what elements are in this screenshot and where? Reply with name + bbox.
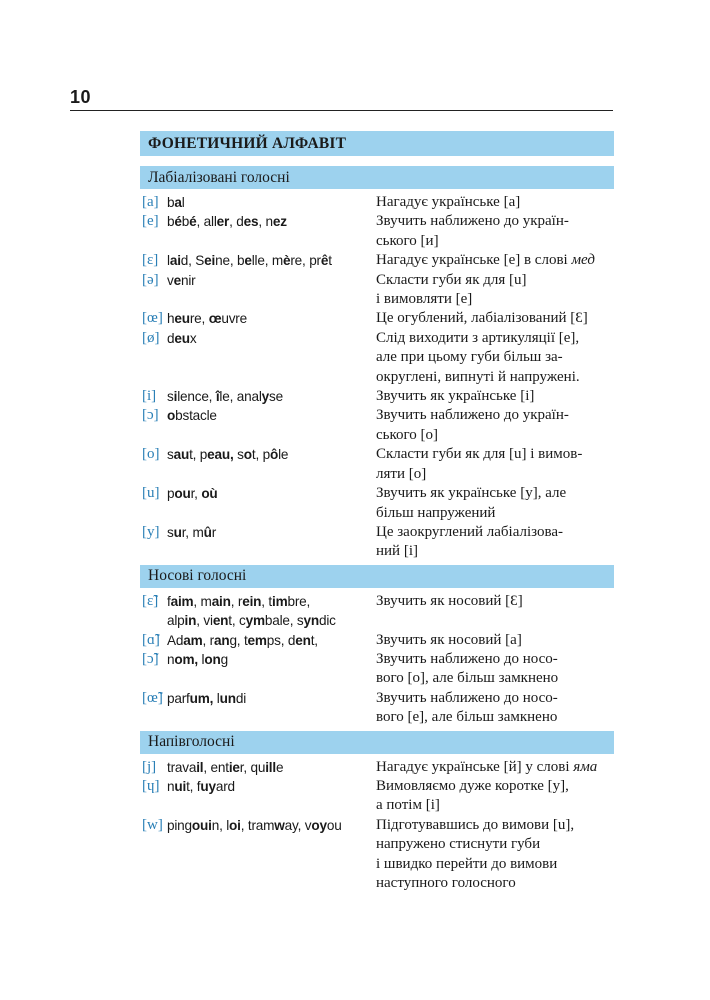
pronunciation-description: Звучить як українське [у], але більш напружений <box>376 485 567 521</box>
example-words: travail, entier, quille <box>167 759 284 775</box>
phonetic-symbol: [ɑ̃] <box>142 631 160 648</box>
example-words: venir <box>167 272 196 288</box>
pronunciation-description: Це заокруглений лабіалізова- ний [і] <box>376 523 564 560</box>
example-words: parfum, lundi <box>167 690 247 706</box>
pronunciation-description: Звучить наближено до україн- ського [о] <box>376 407 569 443</box>
section-rows <box>140 754 614 897</box>
phoneme-row <box>140 777 614 816</box>
pronunciation-description: Звучить як носовий [а] <box>376 631 522 648</box>
pronunciation-description: Звучить наближено до україн- ського [и] <box>376 213 569 249</box>
example-words: bal <box>167 195 185 210</box>
pronunciation-description: Звучить наближено до носо- вого [о], але більш замкнено <box>376 650 559 687</box>
phoneme-row <box>140 329 614 387</box>
phoneme-row <box>140 523 614 562</box>
phonetic-symbol: [j] <box>142 758 157 775</box>
phonetic-symbol: [w] <box>142 816 163 833</box>
phonetic-alphabet-table <box>140 131 614 896</box>
phoneme-row <box>140 445 614 484</box>
phoneme-row <box>140 406 614 445</box>
example-words: saut, peau, sot, pôle <box>167 447 289 463</box>
phoneme-row <box>140 193 614 212</box>
example-words: silence, île, analyse <box>167 389 284 405</box>
pronunciation-description: Підготувавшись до вимови [u], напружено стиснути губи і швидко перейти до вимови наступного голосного <box>376 816 575 891</box>
phoneme-row <box>140 484 614 523</box>
phoneme-row <box>140 212 614 251</box>
phonetic-symbol: [ɔ] <box>142 407 159 424</box>
phonetic-symbol: [o] <box>142 446 160 463</box>
example-words: laid, Seine, belle, mère, prêt <box>167 253 332 269</box>
phoneme-row <box>140 689 614 728</box>
phonetic-symbol: [ɛ̃] <box>142 592 159 609</box>
phonetic-symbol: [ɔ̃] <box>142 650 159 667</box>
pronunciation-description: Звучить як українське [і] <box>376 388 535 405</box>
phonetic-symbol: [i] <box>142 388 157 405</box>
section-heading: Лабіалізовані голосні <box>140 166 614 189</box>
pronunciation-description: Це огублений, лабіалізований [Ɛ] <box>376 310 588 327</box>
phoneme-row <box>140 387 614 406</box>
example-words: pour, où <box>167 486 218 502</box>
phoneme-row <box>140 309 614 328</box>
pronunciation-description: Скласти губи як для [u] і вимов- ляти [о] <box>376 446 583 482</box>
example-words: nom, long <box>167 651 228 667</box>
section-heading: Носові голосні <box>140 565 614 588</box>
phoneme-row <box>140 251 614 270</box>
phonetic-symbol: [ø] <box>142 329 160 346</box>
header-rule <box>70 110 613 111</box>
pronunciation-description: Вимовляємо дуже коротке [у], а потім [і] <box>376 777 569 814</box>
phonetic-symbol: [ɥ] <box>142 777 160 794</box>
phoneme-row <box>140 271 614 310</box>
pronunciation-description: Нагадує українське [е] в слові мед <box>376 252 595 269</box>
phonetic-symbol: [œ̃] <box>142 689 163 706</box>
pronunciation-description: Звучить наближено до носо- вого [е], але більш замкнено <box>376 689 558 726</box>
example-words: pingouin, loi, tramway, voyou <box>167 817 342 833</box>
example-words: nuit, fuyard <box>167 778 235 794</box>
example-words: heure, œuvre <box>167 311 247 327</box>
phonetic-symbol: [œ] <box>142 310 163 327</box>
pronunciation-description: Нагадує українське [а] <box>376 194 521 210</box>
pronunciation-description: Нагадує українське [й] у слові яма <box>376 758 598 775</box>
example-words: obstacle <box>167 408 217 424</box>
pronunciation-description: Звучить як носовий [Ɛ] <box>376 592 523 609</box>
phonetic-symbol: [ɛ] <box>142 252 159 269</box>
phonetic-symbol: [a] <box>142 194 159 210</box>
section-rows <box>140 588 614 731</box>
example-words: sur, mûr <box>167 524 217 540</box>
example-words: Adam, rang, temps, dent, <box>167 632 318 648</box>
phonetic-symbol: [u] <box>142 485 160 502</box>
table-title: ФОНЕТИЧНИЙ АЛФАВІТ <box>140 131 614 156</box>
example-words: deux <box>167 330 197 346</box>
example-words: faim, main, rein, timbre, alpin, vient, cymbale, syndic <box>167 593 336 629</box>
pronunciation-description: Скласти губи як для [u] і вимовляти [е] <box>376 271 527 308</box>
section-rows <box>140 189 614 565</box>
example-words: bébé, aller, des, nez <box>167 214 287 230</box>
phoneme-row <box>140 650 614 689</box>
phonetic-symbol: [y] <box>142 523 160 540</box>
page-number: 10 <box>70 87 92 107</box>
pronunciation-description: Слід виходити з артикуляції [е], але при цьому губи більш за- округлені, випнуті й напружені. <box>376 329 580 385</box>
phonetic-symbol: [e] <box>142 213 159 230</box>
phoneme-row <box>140 758 614 777</box>
phoneme-row <box>140 592 614 631</box>
phoneme-row <box>140 816 614 894</box>
phoneme-row <box>140 631 614 650</box>
section-heading: Напівголосні <box>140 731 614 754</box>
phonetic-symbol: [ə] <box>142 271 159 288</box>
